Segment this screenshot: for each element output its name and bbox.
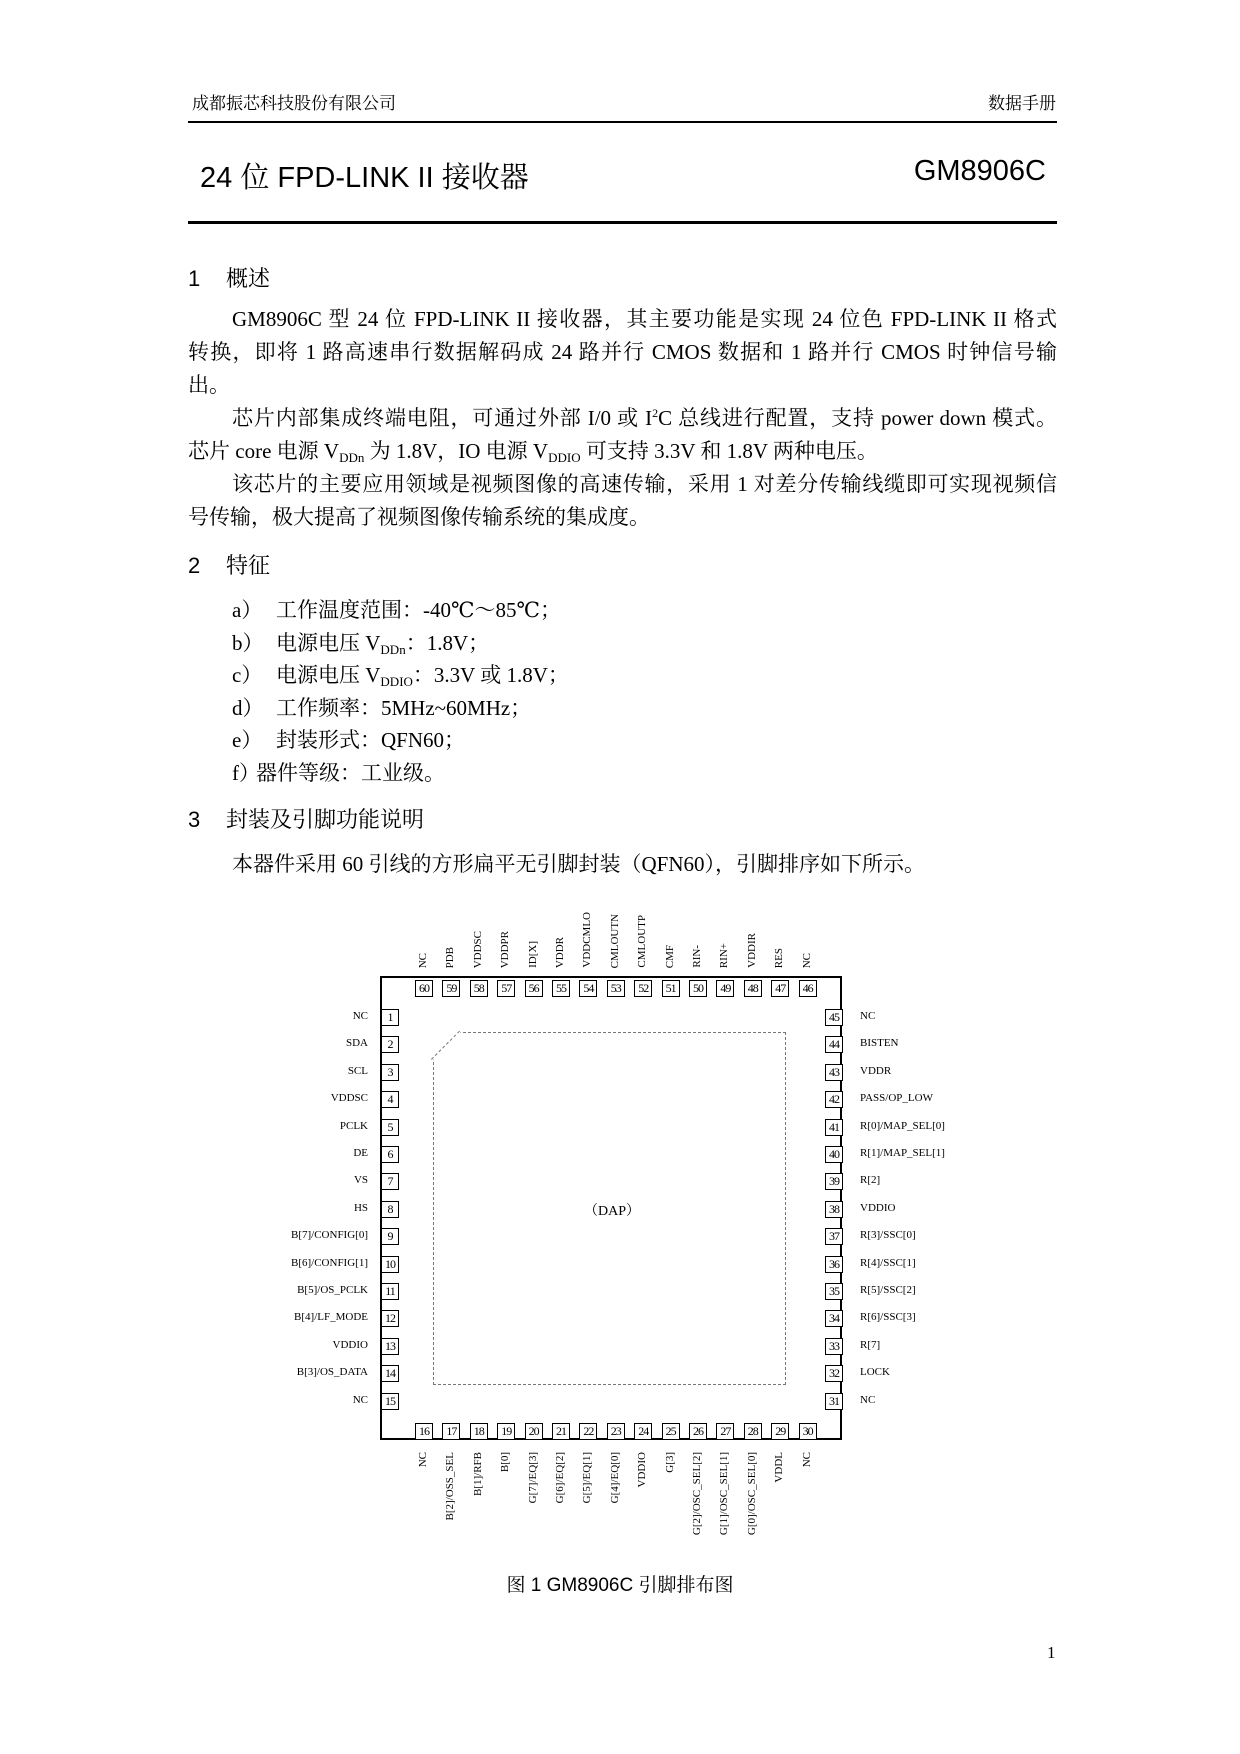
pin-label: NC [352,1393,368,1406]
pin-number: 23 [607,1423,625,1440]
pin-label: R[6]/SSC[3] [860,1311,916,1324]
text-run: 工作温度范围：-40℃～85℃； [276,598,561,622]
pin-number: 25 [662,1423,680,1440]
pin-number: 40 [825,1146,843,1163]
text-run: 器件等级：工业级。 [256,761,445,785]
figure-caption: 图 1 GM8906C 引脚排布图 [506,1575,734,1596]
pin-label: VDDIO [332,1338,368,1351]
pin-label: RIN- [691,945,703,968]
text-run: 为 1.8V，IO 电源 V [364,439,549,463]
superscript-text: 2 [652,406,659,420]
pin-label: NC [800,1452,813,1468]
text-run: GM8906C 型 24 位 FPD-LINK II 接收器，其主要功能是实现 24 位色 FPD-LINK II 格式 [232,307,1057,331]
pin-label: NC [860,1010,876,1022]
pin-label: G[0]/OSC_SEL[0] [745,1452,758,1536]
pin-label: VDDSC [330,1092,368,1105]
pin-label: R[4]/SSC[1] [860,1256,916,1269]
pin-label: RIN+ [718,942,731,968]
paragraph-line [188,402,1057,435]
text-run: 芯片内部集成终端电阻，可通过外部 I/0 或 I [232,406,653,430]
product-title: 24 位 FPD-LINK II 接收器 [200,162,529,194]
pin-number: 48 [744,980,762,997]
pin-number: 10 [381,1256,399,1273]
header-rule [188,121,1057,123]
pin-label: VDDSC [471,930,484,968]
pin-label: G[3] [663,1452,676,1473]
pin-label: PCLK [339,1119,368,1132]
pin-number: 27 [716,1423,734,1440]
pin-number: 18 [470,1423,488,1440]
text-run: 封装形式：QFN60； [276,728,466,753]
pin-number: 51 [662,980,680,997]
pin-label: RES [773,947,786,968]
page-number: 1 [1047,1643,1056,1662]
pin-number: 28 [744,1423,762,1440]
pin-number: 1 [381,1009,399,1026]
text-run: C 总线进行配置，支持 power down 模式。 [658,406,1057,430]
text-run: 该芯片的主要应用领域是视频图像的高速传输，采用 1 对差分传输线缆即可实现视频信 [232,472,1057,496]
pin-number: 42 [825,1091,843,1108]
pin-label: R[3]/SSC[0] [860,1229,916,1242]
text-run: 可支持 3.3V 和 1.8V 两种电压。 [580,439,878,463]
pin-number: 37 [825,1228,843,1245]
pin-label: CMLOUTN [608,913,621,968]
pin-number: 58 [470,980,488,997]
pin-label: B[3]/OS_DATA [296,1366,368,1379]
pin-number: 22 [579,1423,597,1440]
paragraph-line [188,336,1057,369]
pin-label: DE [353,1147,368,1159]
section-heading-features: 2 特征 [188,553,271,578]
paragraph-line [188,501,1057,534]
header-company: 成都振芯科技股份有限公司 [192,94,396,113]
pin-number: 34 [825,1310,843,1327]
feature-item [232,594,561,624]
feature-marker: f） [232,761,260,785]
text-run: 号传输，极大提高了视频图像传输系统的集成度。 [188,505,650,529]
pin-number: 29 [771,1423,789,1440]
pin-label: G[7]/EQ[3] [526,1452,539,1504]
pin-number: 21 [552,1423,570,1440]
text-run: 工作频率：5MHz~60MHz； [276,695,532,720]
header-doc-type: 数据手册 [988,94,1056,113]
pin-number: 26 [689,1423,707,1440]
pin-number: 56 [525,980,543,997]
pin-number: 53 [607,980,625,997]
feature-marker: e） [232,728,263,753]
pin-label: VDDR [860,1064,892,1077]
pin-number: 60 [415,980,433,997]
text-run: ：3.3V 或 1.8V； [412,663,569,688]
package-intro: 本器件采用 60 引线的方形扁平无引脚封装（QFN60），引脚排序如下所示。 [232,852,926,876]
pin-label: NC [800,952,813,968]
section-heading-package: 3 封装及引脚功能说明 [188,807,425,832]
paragraph-line [188,435,1057,468]
text-run: 转换，即将 1 路高速串行数据解码成 24 路并行 CMOS 数据和 1 路并行 CMOS 时钟信号输 [188,340,1057,364]
feature-item [232,692,531,722]
pin-number: 17 [442,1423,460,1440]
pin-label: R[1]/MAP_SEL[1] [860,1147,945,1159]
pin-number: 14 [381,1365,399,1382]
pin-label: B[6]/CONFIG[1] [291,1256,368,1269]
pin-number: 39 [825,1173,843,1190]
feature-item [232,757,445,787]
pin-number: 15 [381,1393,399,1410]
pin-label: VDDPR [499,930,512,968]
pin-label: B[0] [499,1452,512,1473]
pin-label: R[0]/MAP_SEL[0] [860,1119,945,1132]
feature-marker: d） [232,695,264,720]
subscript-text: DDIO [548,450,581,465]
pin-number: 55 [552,980,570,997]
pin-label: LOCK [860,1366,890,1379]
text-run: 出。 [188,373,230,397]
pin-number: 6 [381,1146,399,1163]
pin-label: B[7]/CONFIG[0] [291,1229,368,1242]
pin-label: VS [353,1174,368,1187]
subscript-text: DDn [380,641,406,657]
pin-number: 54 [579,980,597,997]
pin-number: 50 [689,980,707,997]
feature-marker: c） [232,663,263,688]
pin-label: R[2] [860,1174,881,1187]
paragraph-line [188,303,1057,336]
pin-label: NC [860,1393,876,1406]
pin-label: PDB [444,946,457,968]
pin-label: R[5]/SSC[2] [860,1284,916,1296]
text-run: 电源电压 V [276,630,381,655]
pin-number: 57 [497,980,515,997]
pin-number: 30 [799,1423,817,1440]
dap-label: （DAP） [583,1204,640,1219]
paragraph-line [188,369,1057,402]
pin-number: 24 [634,1423,652,1440]
feature-marker: b） [232,630,264,655]
pin-label: VDDCMLO [581,912,594,968]
pin-number: 16 [415,1423,433,1440]
pin-label: B[1]/RFB [471,1452,484,1497]
pin-number: 11 [381,1283,399,1300]
pin-number: 5 [381,1119,399,1136]
pin-number: 20 [525,1423,543,1440]
pin-label: NC [417,1452,429,1468]
title-rule [188,221,1057,224]
overview-text [188,303,1057,534]
pin-number: 9 [381,1228,399,1245]
subscript-text: DDn [339,450,365,465]
text-run: 芯片 core 电源 V [188,439,340,463]
pin-number: 44 [825,1036,843,1053]
pin-label: PASS/OP_LOW [860,1092,933,1105]
pin-label: G[6]/EQ[2] [554,1452,566,1504]
pin-number: 35 [825,1283,843,1300]
pin-label: NC [352,1010,368,1022]
feature-item [232,627,489,657]
pin-label: G[2]/OSC_SEL[2] [691,1452,703,1536]
pin-label: HS [353,1201,368,1214]
pin-label: G[1]/OSC_SEL[1] [718,1452,731,1536]
section-heading-overview: 1 概述 [188,266,271,291]
feature-item [232,659,569,689]
pin-label: VDDR [554,936,566,968]
pin-label: VDDIR [745,933,758,968]
pin-number: 3 [381,1064,399,1081]
pin-number: 52 [634,980,652,997]
text-run: ：1.8V； [405,630,490,655]
pin-number: 7 [381,1173,399,1190]
pin-number: 38 [825,1201,843,1218]
pin-label: CMF [663,944,676,968]
pin-label: SCL [347,1064,368,1077]
feature-item [232,724,465,754]
pin-number: 2 [381,1036,399,1053]
pin-label: NC [417,952,429,968]
pin-number: 47 [771,980,789,997]
pin-number: 8 [381,1201,399,1218]
pin-number: 49 [716,980,734,997]
pin-number: 36 [825,1256,843,1273]
pin-label: VDDIO [860,1201,896,1214]
pin-label: SDA [345,1037,368,1050]
subscript-text: DDIO [380,674,413,690]
pin-label: R[7] [860,1338,881,1351]
pin-label: ID[X] [526,941,539,968]
pin-label: CMLOUTP [636,915,649,968]
pin-number: 45 [825,1009,843,1026]
pin-number: 46 [799,980,817,997]
pin-number: 31 [825,1393,843,1410]
pin-number: 13 [381,1338,399,1355]
pin-label: B[2]/OSS_SEL [444,1452,457,1521]
pin-label: B[4]/LF_MODE [294,1311,368,1324]
pin-number: 4 [381,1091,399,1108]
pin-number: 32 [825,1365,843,1382]
pin-label: VDDIO [636,1452,649,1488]
pin-number: 41 [825,1119,843,1136]
paragraph-line [188,468,1057,501]
pin-number: 12 [381,1310,399,1327]
pin-number: 33 [825,1338,843,1355]
pin-label: B[5]/OS_PCLK [297,1284,368,1296]
pin-label: G[5]/EQ[1] [581,1452,594,1504]
pin-label: BISTEN [860,1037,899,1050]
pin-label: VDDL [773,1452,786,1483]
text-run: 电源电压 V [276,663,381,688]
pin-number: 59 [442,980,460,997]
part-number: GM8906C [913,155,1046,187]
pin-number: 43 [825,1064,843,1081]
pin-label: G[4]/EQ[0] [608,1452,621,1504]
pin-number: 19 [497,1423,515,1440]
feature-marker: a） [232,598,263,622]
